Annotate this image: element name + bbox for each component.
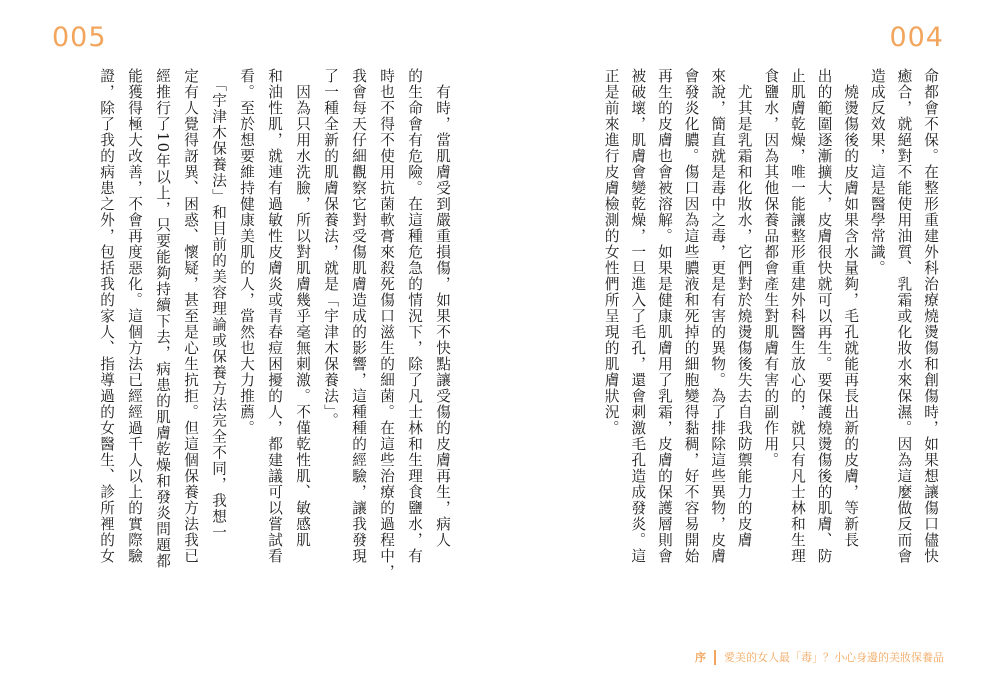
text-column: 證，除了我的病患之外，包括我的家人、指導過的女醫生、診所裡的女 [98, 68, 115, 564]
text-column: 我會每天仔細觀察它對受傷肌膚造成的影響，這種種的經驗，讓我發現 [350, 68, 367, 564]
text-column: 經推行了10年以上，只要能夠持續下去，病患的肌膚乾燥和發炎問題都 [154, 68, 171, 570]
text-column: 會發炎化膿。傷口因為這些膿液和死掉的細胞變得黏稠，好不容易開始 [682, 68, 700, 564]
text-column: 因為只用水洗臉，所以對肌膚幾乎毫無刺激。不僅乾性肌、敏感肌 [294, 68, 311, 548]
text-column: 造成反效果，這是醫學常識。 [868, 68, 886, 276]
left-page-number: 005 [52, 22, 107, 53]
text-column: 的生命會有危險。在這種危急的情況下，除了凡士林和生理食鹽水，有 [406, 68, 423, 564]
text-column: 定有人覺得訝異、困惑、懷疑，甚至是心生抗拒。但這個保養方法我已 [182, 68, 199, 564]
text-column: 看。至於想要維持健康美肌的人，當然也大力推薦。 [238, 68, 255, 436]
text-column: 有時，當肌膚受到嚴重損傷，如果不快點讓受傷的皮膚再生，病人 [434, 68, 451, 548]
right-page-number: 004 [889, 22, 944, 53]
text-column: 止肌膚乾燥，唯一能讓整形重建外科醫生放心的，就只有凡士林和生理 [788, 68, 806, 564]
text-column: 了一種全新的肌膚保養法，就是「宇津木保養法」。 [322, 68, 339, 429]
footer-book-title: 愛美的女人最「毒」？小心身邊的美妝保養品 [724, 651, 944, 664]
text-column: 「宇津木保養法」和目前的美容理論或保養方法完全不同，我想一 [210, 68, 227, 541]
text-column: 能獲得極大改善，不會再度惡化。這個方法已經經過千人以上的實際驗 [126, 68, 143, 564]
text-column: 被破壞，肌膚會變乾燥，一旦進入了毛孔，還會刺激毛孔造成發炎。這 [629, 68, 647, 564]
footer-divider [714, 650, 716, 665]
left-page-text [82, 68, 456, 608]
text-column: 時也不得不使用抗菌軟膏來殺死傷口滋生的細菌。在這些治療的過程中， [378, 68, 395, 580]
footer-section-label: 序 [695, 651, 706, 664]
text-column: 癒合，就絕對不能使用油質、乳霜或化妝水來保濕。因為這麼做反而會 [895, 68, 913, 564]
text-column: 再生的皮膚也會被溶解。如果是健康肌膚用了乳霜，皮膚的保護層則會 [655, 68, 673, 564]
text-column: 正是前來進行皮膚檢測的女性們所呈現的肌膚狀況。 [602, 68, 620, 436]
text-column: 來說，簡直就是毒中之毒，更是有害的異物。為了排除這些異物，皮膚 [709, 68, 727, 564]
text-column: 出的範圍逐漸擴大，皮膚很快就可以再生。要保護燒燙傷後的肌膚、防 [815, 68, 833, 564]
running-footer [695, 649, 944, 665]
text-column: 燒燙傷後的皮膚如果含水量夠，毛孔就能再長出新的皮膚，等新長 [842, 68, 860, 548]
text-column: 尤其是乳霜和化妝水，它們對於燒燙傷後失去自我防禦能力的皮膚 [735, 68, 753, 548]
text-column: 食鹽水，因為其他保養品都會產生對肌膚有害的副作用。 [762, 68, 780, 468]
text-column: 和油性肌，就連有過敏性皮膚炎或青春痘困擾的人，都建議可以嘗試看 [266, 68, 283, 564]
text-column: 命都會不保。在整形重建外科治療燒燙傷和創傷時，如果想讓傷口儘快 [922, 68, 939, 564]
right-page-text [598, 68, 944, 608]
